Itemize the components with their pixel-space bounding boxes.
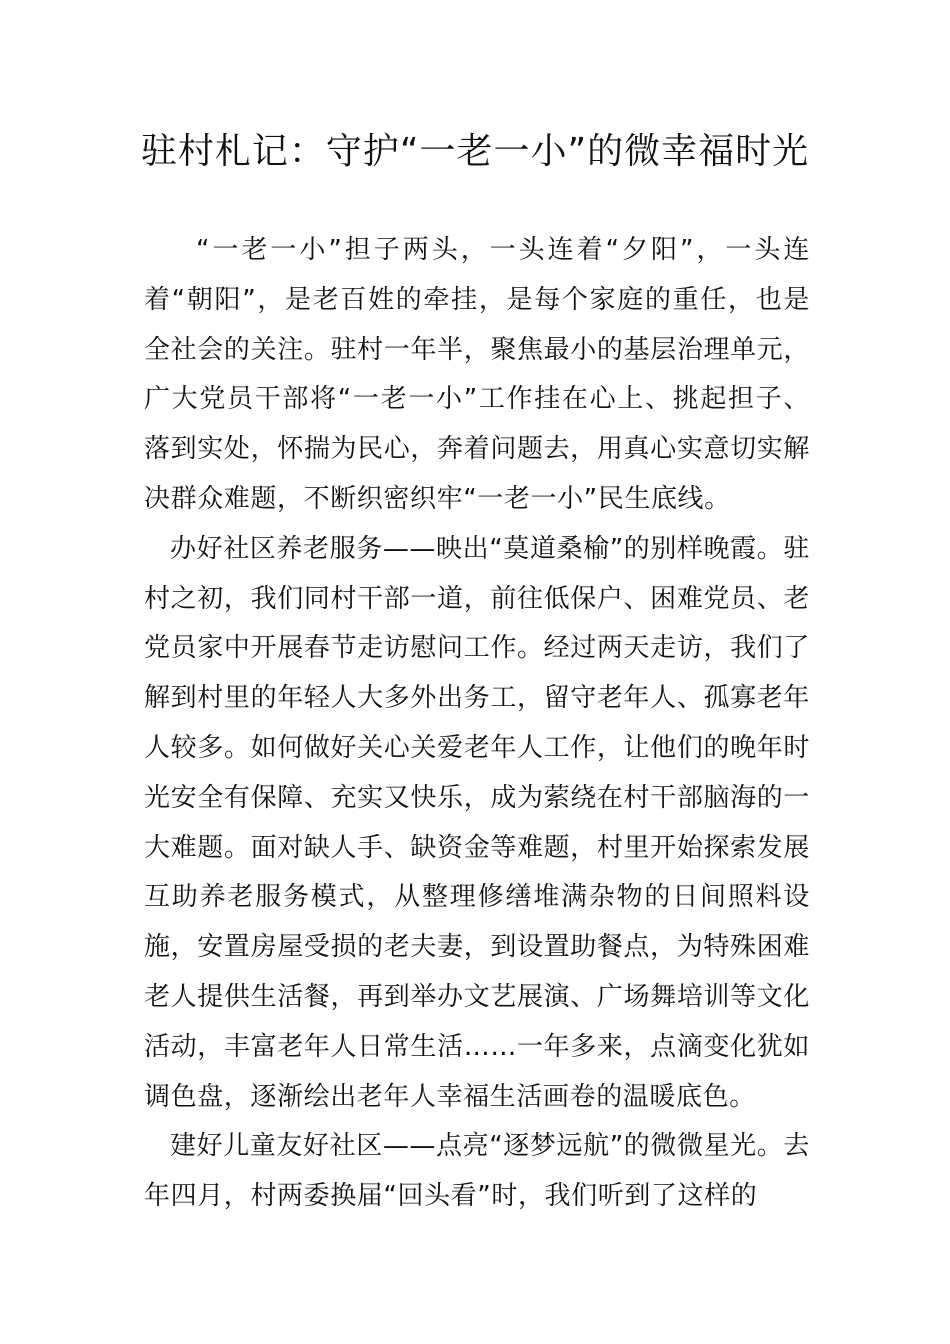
document-body (144, 226, 810, 1222)
document-title: 驻村札记：守护“一老一小”的微幸福时光 (140, 131, 810, 172)
paragraph-child-friendly: 建好儿童友好社区——点亮“逐梦远航”的微微星光。去年四月，村两委换届“回头看”时，我们听到了这样的 (144, 1131, 810, 1212)
paragraph-intro: “一老一小”担子两头，一头连着“夕阳”，一头连着“朝阳”，是老百姓的牵挂，是每个家庭的重任，也是全社会的关注。驻村一年半，聚焦最小的基层治理单元，广大党员干部将“一老一小”工作挂在心上、挑起担子、落到实处，怀揣为民心，奔着问题去，用真心实意切实解决群众难题，不断织密织牢“一老一小”民生底线。 (144, 235, 810, 514)
paragraph-elderly-care: 办好社区养老服务——映出“莫道桑榆”的别样晚霞。驻村之初，我们同村干部一道，前往低保户、困难党员、老党员家中开展春节走访慰问工作。经过两天走访，我们了解到村里的年轻人大多外出务工，留守老年人、孤寡老年人较多。如何做好关心关爱老年人工作，让他们的晚年时光安全有保障、充实又快乐，成为萦绕在村干部脑海的一大难题。面对缺人手、缺资金等难题，村里开始探索发展互助养老服务模式，从整理修缮堆满杂物的日间照料设施，安置房屋受损的老夫妻，到设置助餐点，为特殊困难老人提供生活餐，再到举办文艺展演、广场舞培训等文化活动，丰富老年人日常生活……一年多来，点滴变化犹如调色盘，逐渐绘出老年人幸福生活画卷的温暖底色。 (144, 533, 810, 1112)
